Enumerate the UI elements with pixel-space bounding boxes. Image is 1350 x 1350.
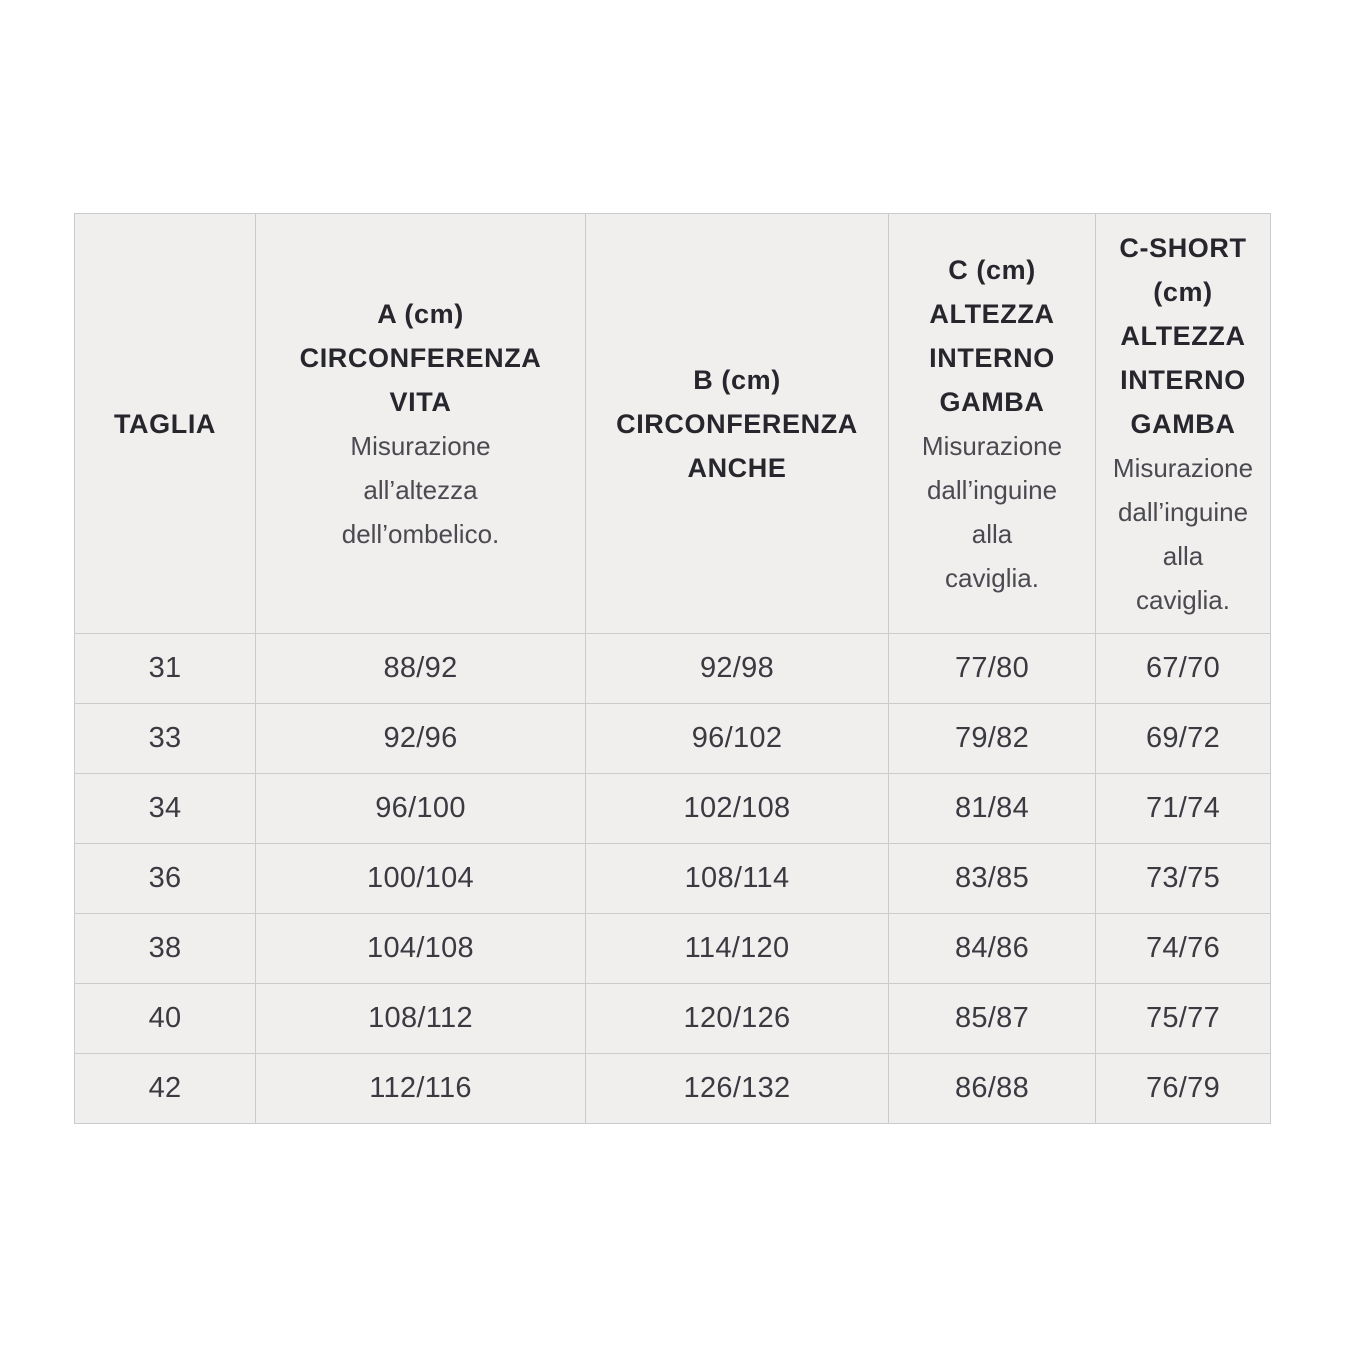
col-header-waist: [256, 214, 586, 634]
waist-cell: 88/92: [256, 634, 586, 704]
col-header-inseam: [889, 214, 1096, 634]
header-title-line: CIRCONFERENZA: [616, 408, 858, 439]
hips-cell: 102/108: [586, 774, 889, 844]
header-title: [895, 248, 1089, 424]
waist-cell: 112/116: [256, 1054, 586, 1124]
inseam-cell: 85/87: [889, 984, 1096, 1054]
header-title-line: TAGLIA: [113, 408, 217, 439]
size-cell: 42: [75, 1054, 256, 1124]
inseam-cell: 84/86: [889, 914, 1096, 984]
inseam-cell: 79/82: [889, 704, 1096, 774]
header-note-line: all’altezza: [363, 474, 478, 505]
inseam-short-cell: 74/76: [1096, 914, 1271, 984]
hips-cell: 114/120: [586, 914, 889, 984]
header-note-line: Misurazione: [921, 430, 1063, 461]
header-title-line: A (cm): [377, 298, 464, 329]
col-header-taglia: [75, 214, 256, 634]
header-note: [1102, 446, 1264, 622]
header-title-line: GAMBA: [939, 386, 1045, 417]
header-title: [1102, 226, 1264, 446]
col-header-inseam-short: [1096, 214, 1271, 634]
header-note-line: dall’inguine: [1117, 496, 1249, 527]
header-note-line: alla: [971, 518, 1013, 549]
size-chart-table: [74, 213, 1271, 1124]
header-title-line: ANCHE: [687, 452, 787, 483]
table-row: [75, 984, 1271, 1054]
header-title: [592, 358, 882, 490]
size-cell: 33: [75, 704, 256, 774]
inseam-short-cell: 76/79: [1096, 1054, 1271, 1124]
header-title-line: C (cm): [948, 254, 1036, 285]
table-row: [75, 914, 1271, 984]
size-cell: 36: [75, 844, 256, 914]
inseam-short-cell: 69/72: [1096, 704, 1271, 774]
table-row: [75, 1054, 1271, 1124]
hips-cell: 120/126: [586, 984, 889, 1054]
header-title: [81, 402, 249, 446]
header-title-line: ALTEZZA: [1120, 320, 1246, 351]
header-note: [895, 424, 1089, 600]
size-chart: [74, 213, 1271, 1124]
header-row: [75, 214, 1271, 634]
inseam-short-cell: 71/74: [1096, 774, 1271, 844]
waist-cell: 100/104: [256, 844, 586, 914]
waist-cell: 108/112: [256, 984, 586, 1054]
table-row: [75, 774, 1271, 844]
header-note-line: dall’inguine: [926, 474, 1058, 505]
header-title-line: C-SHORT: [1119, 232, 1247, 263]
size-cell: 40: [75, 984, 256, 1054]
header-title-line: B (cm): [693, 364, 781, 395]
size-cell: 34: [75, 774, 256, 844]
inseam-short-cell: 75/77: [1096, 984, 1271, 1054]
waist-cell: 96/100: [256, 774, 586, 844]
table-row: [75, 704, 1271, 774]
header-title-line: GAMBA: [1130, 408, 1236, 439]
header-title-line: (cm): [1153, 276, 1213, 307]
inseam-cell: 77/80: [889, 634, 1096, 704]
hips-cell: 108/114: [586, 844, 889, 914]
header-title-line: VITA: [389, 386, 452, 417]
header-title-line: INTERNO: [1120, 364, 1246, 395]
header-note-line: alla: [1162, 540, 1204, 571]
size-cell: 38: [75, 914, 256, 984]
inseam-short-cell: 67/70: [1096, 634, 1271, 704]
col-header-hips: [586, 214, 889, 634]
inseam-short-cell: 73/75: [1096, 844, 1271, 914]
header-note: [262, 424, 579, 556]
header-note-line: Misurazione: [350, 430, 491, 461]
header-note-line: Misurazione: [1112, 452, 1254, 483]
inseam-cell: 86/88: [889, 1054, 1096, 1124]
hips-cell: 92/98: [586, 634, 889, 704]
header-note-line: caviglia.: [945, 562, 1039, 593]
hips-cell: 126/132: [586, 1054, 889, 1124]
table-row: [75, 634, 1271, 704]
header-note-line: caviglia.: [1136, 584, 1230, 615]
header-title-line: INTERNO: [929, 342, 1055, 373]
header-title-line: CIRCONFERENZA: [299, 342, 542, 373]
size-cell: 31: [75, 634, 256, 704]
hips-cell: 96/102: [586, 704, 889, 774]
inseam-cell: 81/84: [889, 774, 1096, 844]
table-row: [75, 844, 1271, 914]
header-title-line: ALTEZZA: [929, 298, 1055, 329]
waist-cell: 92/96: [256, 704, 586, 774]
waist-cell: 104/108: [256, 914, 586, 984]
inseam-cell: 83/85: [889, 844, 1096, 914]
header-title: [262, 292, 579, 424]
header-note-line: dell’ombelico.: [341, 518, 500, 549]
